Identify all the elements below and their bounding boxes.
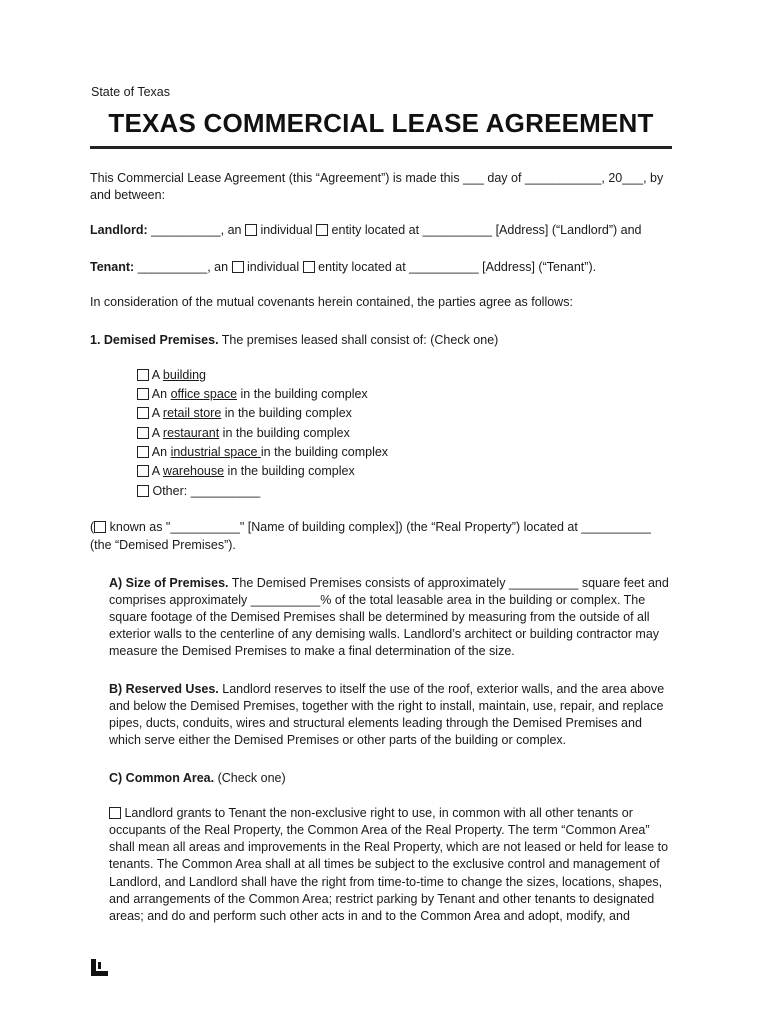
option-suffix: in the building complex [221,406,352,420]
premises-other-checkbox[interactable] [137,485,149,497]
size-line-4: exterior walls to the centerline of any demising walls. Landlord’s architect or building contractor may [109,627,660,641]
premises-warehouse-checkbox[interactable] [137,465,149,477]
known-as-line-2: (the “Demised Premises”). [90,538,236,552]
common-heading-line [109,770,286,787]
option-suffix: in the building complex [224,464,355,478]
common-line-5: Landlord, and Landlord shall have the right from time-to-time to change the sizes, locations, shapes, [109,875,663,889]
size-text: The Demised Premises consists of approximately __________ square feet and [228,576,669,590]
reserved-line-4: which serve either the Demised Premises or other parts of the building or complex. [109,733,567,747]
option-prefix: A [151,368,163,382]
section-1-heading: 1. Demised Premises. [90,333,219,347]
intro-line-2: and between: [90,188,166,202]
size-line-1 [109,575,669,592]
section-1-heading-line [90,332,498,349]
size-line-3: square footage of the Demised Premises shall be determined by measuring from the outside of all [109,610,650,624]
tenant-entity-label: entity located at __________ [Address] (“Tenant”). [318,260,597,274]
reserved-line-1 [109,681,664,698]
page-title: TEXAS COMMERCIAL LEASE AGREEMENT [108,108,654,138]
common-line-1-text: Landlord grants to Tenant the non-exclusive right to use, in common with all other tenants or [121,806,633,820]
reserved-heading: B) Reserved Uses. [109,682,219,696]
option-suffix: in the building complex [260,445,389,459]
common-text: (Check one) [214,771,286,785]
premises-option-building [137,367,206,384]
tenant-entity-checkbox[interactable] [303,261,315,273]
known-as-line [90,519,651,536]
premises-option-retail [137,405,352,422]
size-line-2: comprises approximately __________% of the total leasable area in the building or complex. The [109,593,646,607]
premises-option-office [137,386,368,403]
common-area-checkbox[interactable] [109,807,121,819]
tenant-line [90,259,596,276]
common-line-2: occupants of the Real Property, the Common Area of the Real Property. The term “Common Area” [109,823,650,837]
state-label: State of Texas [91,85,170,99]
reserved-line-2: and below the Demised Premises, together with the right to install, maintain, use, repair, and replace [109,699,664,713]
known-as-checkbox[interactable] [94,521,106,533]
premises-building-checkbox[interactable] [137,369,149,381]
tenant-blank: __________, an [134,260,232,274]
option-term: building [162,368,207,382]
size-heading: A) Size of Premises. [109,576,229,590]
consideration-text: In consideration of the mutual covenants herein contained, the parties agree as follows: [90,295,573,309]
landlord-line [90,222,641,239]
tenant-individual-checkbox[interactable] [232,261,244,273]
premises-option-warehouse [137,463,355,480]
option-prefix: A [151,426,163,440]
landlord-label: Landlord: [90,223,148,237]
option-prefix: An [151,445,171,459]
reserved-line-3: pipes, ducts, conduits, wires and structural elements leading through the Demised Premises and [109,716,642,730]
size-line-5: measure the Demised Premises to make a final determination of the size. [109,644,515,658]
common-heading: C) Common Area. [109,771,215,785]
option-term: industrial space [170,445,261,459]
common-line-3: shall mean all areas and improvements in the Real Property, which are not leased or held for lease to [109,840,669,854]
premises-office-checkbox[interactable] [137,388,149,400]
landlord-entity-label: entity located at __________ [Address] (“Landlord”) and [331,223,642,237]
option-prefix: Other: __________ [152,484,261,498]
known-as-paren: ( [90,520,95,534]
landlord-blank: __________, an [147,223,245,237]
landlord-individual-label: individual [260,223,313,237]
premises-option-restaurant [137,425,350,442]
option-term: office space [170,387,238,401]
option-term: warehouse [162,464,225,478]
option-prefix: A [151,406,163,420]
premises-restaurant-checkbox[interactable] [137,427,149,439]
option-prefix: A [151,464,163,478]
document-logo-icon [90,958,110,978]
tenant-individual-label: individual [247,260,300,274]
common-line-1 [109,805,633,822]
reserved-text: Landlord reserves to itself the use of the roof, exterior walls, and the area above [218,682,665,696]
premises-option-industrial [137,444,388,461]
common-line-7: areas; and do and perform such other acts in and to the Common Area and adopt, modify, and [109,909,630,923]
option-term: restaurant [162,426,220,440]
premises-option-other [137,483,260,500]
option-suffix: in the building complex [219,426,350,440]
premises-retail-checkbox[interactable] [137,407,149,419]
intro-line-1: This Commercial Lease Agreement (this “Agreement”) is made this ___ day of ___________, 20___, by [90,171,664,185]
landlord-individual-checkbox[interactable] [245,224,257,236]
known-as-text: known as "__________" [Name of building complex]) (the “Real Property”) located at __________ [106,520,651,534]
section-1-text: The premises leased shall consist of: (Check one) [218,333,499,347]
landlord-entity-checkbox[interactable] [316,224,328,236]
common-line-4: tenants. The Common Area shall at all times be subject to the exclusive control and management of [109,857,660,871]
option-term: retail store [162,406,222,420]
common-line-6: and arrangements of the Common Area; restrict parking by Tenant and other tenants to designated [109,892,655,906]
option-prefix: An [151,387,171,401]
tenant-label: Tenant: [90,260,135,274]
title-rule [90,146,672,149]
option-suffix: in the building complex [237,387,368,401]
premises-industrial-checkbox[interactable] [137,446,149,458]
